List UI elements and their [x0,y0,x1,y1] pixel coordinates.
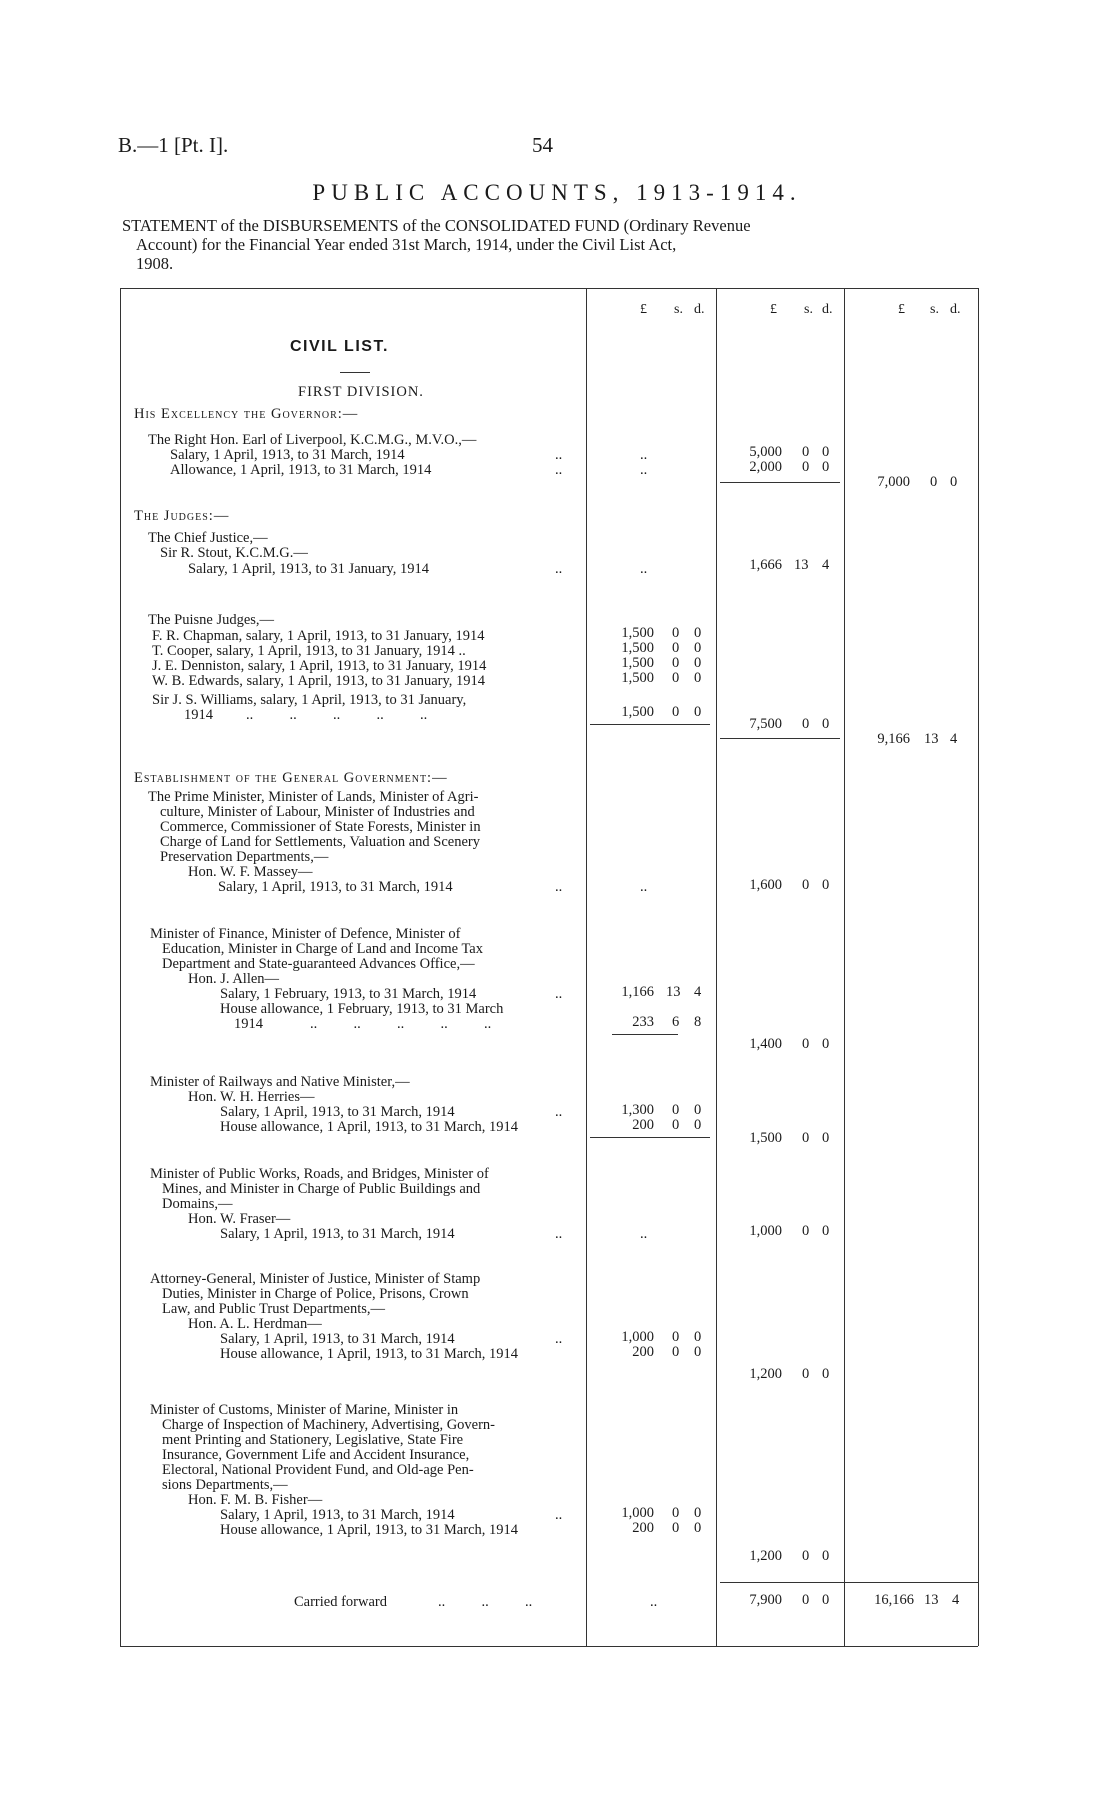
railways-total-pence: 0 [822,1130,830,1146]
governor-allowance-pence: 0 [822,459,830,475]
leader-dots: .. [640,1226,648,1242]
puisne-judge-pounds: 1,500 [621,625,654,641]
finance-salary-pence: 4 [694,984,702,1000]
governor-salary-pence: 0 [822,444,830,460]
pm-name: Hon. W. F. Massey— [188,864,313,880]
chief-justice-name: Sir R. Stout, K.C.M.G.— [160,545,308,561]
public-works-salary-line: Salary, 1 April, 1913, to 31 March, 1914 [220,1226,455,1242]
customs-salary-pence: 0 [694,1505,702,1521]
judges-total-pence: 4 [950,731,958,747]
finance-total-pounds: 1,400 [749,1036,782,1052]
railways-house-line: House allowance, 1 April, 1913, to 31 March, 1914 [220,1119,519,1135]
attorney-general-total-shillings: 0 [802,1366,810,1382]
leader-dots: .. [555,1507,563,1523]
puisne-total-shillings: 0 [802,716,810,732]
attorney-general-line-3: Law, and Public Trust Departments,— [162,1301,385,1317]
establishment-heading: Establishment of the General Government:— [134,770,448,786]
puisne-total-pence: 0 [822,716,830,732]
railways-house-pounds: 200 [632,1117,654,1133]
attorney-general-total-pence: 0 [822,1366,830,1382]
railways-salary-line: Salary, 1 April, 1913, to 31 March, 1914 [220,1104,455,1120]
judges-heading: The Judges:— [134,508,230,524]
customs-house-pounds: 200 [632,1520,654,1536]
finance-total-pence: 0 [822,1036,830,1052]
finance-house-pence: 8 [694,1014,702,1030]
williams-pence: 0 [694,704,702,720]
finance-house-line-2: 1914 [234,1016,263,1032]
statement-line-3: 1908. [136,254,174,273]
column-rule-1 [586,288,587,1646]
governor-total-pounds: 7,000 [877,474,910,490]
puisne-judge-shillings: 0 [672,655,680,671]
pm-line-3: Commerce, Commissioner of State Forests, Minister in [160,819,481,835]
leader-dots: .. .. .. [438,1594,533,1610]
pm-line-2: culture, Minister of Labour, Minister of Industries and [160,804,475,820]
railways-total-pounds: 1,500 [749,1130,782,1146]
governor-name: The Right Hon. Earl of Liverpool, K.C.M.G., M.V.O.,— [148,432,477,448]
puisne-judge-shillings: 0 [672,640,680,656]
civil-list-heading: CIVIL LIST. [290,338,389,355]
governor-allowance-shillings: 0 [802,459,810,475]
leader-dots: .. .. .. .. .. [310,1016,492,1032]
railways-house-shillings: 0 [672,1117,680,1133]
governor-salary-shillings: 0 [802,444,810,460]
public-works-pence: 0 [822,1223,830,1239]
governor-allowance-line: Allowance, 1 April, 1913, to 31 March, 1914 [170,462,432,478]
carried-forward-label: Carried forward [294,1594,387,1610]
public-works-name: Hon. W. Fraser— [188,1211,291,1227]
puisne-judge-row: W. B. Edwards, salary, 1 April, 1913, to 31 January, 1914 [152,673,486,689]
railways-salary-shillings: 0 [672,1102,680,1118]
pm-line-1: The Prime Minister, Minister of Lands, Minister of Agri- [148,789,479,805]
chief-justice-shillings: 13 [794,557,809,573]
table-right-rule [978,288,979,1646]
customs-house-line: House allowance, 1 April, 1913, to 31 March, 1914 [220,1522,519,1538]
finance-name: Hon. J. Allen— [188,971,280,987]
railways-name: Hon. W. H. Herries— [188,1089,315,1105]
chief-justice-salary-line: Salary, 1 April, 1913, to 31 January, 1914 [188,561,429,577]
pm-pence: 0 [822,877,830,893]
puisne-judge-pence: 0 [694,655,702,671]
attorney-general-name: Hon. A. L. Herdman— [188,1316,322,1332]
finance-line-2: Education, Minister in Charge of Land and Income Tax [162,941,483,957]
puisne-judge-row: T. Cooper, salary, 1 April, 1913, to 31 January, 1914 .. [152,643,466,659]
customs-house-shillings: 0 [672,1520,680,1536]
pm-pounds: 1,600 [749,877,782,893]
judges-total-pounds: 9,166 [877,731,910,747]
col1-shillings-header: s. [674,302,683,317]
customs-line-6: sions Departments,— [162,1477,288,1493]
attorney-general-house-pounds: 200 [632,1344,654,1360]
attorney-general-salary-line: Salary, 1 April, 1913, to 31 March, 1914 [220,1331,455,1347]
leader-dots: .. [555,447,563,463]
col3-pence-header: d. [950,302,961,317]
statement-line-1: STATEMENT of the DISBURSEMENTS of the CONSOLIDATED FUND (Ordinary Revenue [122,216,751,235]
puisne-judge-pence: 0 [694,640,702,656]
chief-justice-label: The Chief Justice,— [148,530,268,546]
chief-justice-pence: 4 [822,557,830,573]
attorney-general-salary-shillings: 0 [672,1329,680,1345]
leader-dots: .. [650,1594,658,1610]
governor-total-shillings: 0 [930,474,938,490]
finance-line-3: Department and State-guaranteed Advances Office,— [162,956,475,972]
chief-justice-pounds: 1,666 [749,557,782,573]
attorney-general-line-2: Duties, Minister in Charge of Police, Prisons, Crown [162,1286,469,1302]
finance-total-shillings: 0 [802,1036,810,1052]
col2-pound-header: £ [770,302,777,317]
subtotal-rule [612,1034,678,1035]
pm-line-5: Preservation Departments,— [160,849,329,865]
carried-forward-col2-pounds: 7,900 [749,1592,782,1608]
puisne-judge-pence: 0 [694,670,702,686]
puisne-judge-pounds: 1,500 [621,655,654,671]
puisne-judge-pounds: 1,500 [621,640,654,656]
puisne-judges-label: The Puisne Judges,— [148,612,275,628]
puisne-judge-row: F. R. Chapman, salary, 1 April, 1913, to 31 January, 1914 [152,628,485,644]
col2-pence-header: d. [822,302,833,317]
governor-salary-line: Salary, 1 April, 1913, to 31 March, 1914 [170,447,405,463]
col3-shillings-header: s. [930,302,939,317]
carried-forward-col3-pounds: 16,166 [874,1592,914,1608]
customs-salary-line: Salary, 1 April, 1913, to 31 March, 1914 [220,1507,455,1523]
leader-dots: .. .. .. .. .. [246,707,428,723]
governor-allowance-pounds: 2,000 [749,459,782,475]
puisne-total-pounds: 7,500 [749,716,782,732]
col1-pound-header: £ [640,302,647,317]
finance-house-shillings: 6 [672,1014,680,1030]
attorney-general-house-line: House allowance, 1 April, 1913, to 31 March, 1914 [220,1346,519,1362]
carried-forward-col2-pence: 0 [822,1592,830,1608]
williams-pounds: 1,500 [621,704,654,720]
attorney-general-house-shillings: 0 [672,1344,680,1360]
public-works-line-1: Minister of Public Works, Roads, and Bridges, Minister of [150,1166,489,1182]
column-rule-2 [716,288,717,1646]
customs-house-pence: 0 [694,1520,702,1536]
subtotal-rule [590,724,710,725]
railways-total-shillings: 0 [802,1130,810,1146]
leader-dots: .. [640,447,648,463]
leader-dots: .. [555,561,563,577]
williams-line-1: Sir J. S. Williams, salary, 1 April, 1913, to 31 January, [152,692,467,708]
finance-salary-pounds: 1,166 [621,984,654,1000]
col2-shillings-header: s. [804,302,813,317]
railways-salary-pence: 0 [694,1102,702,1118]
puisne-judge-pounds: 1,500 [621,670,654,686]
heading-rule [340,372,370,373]
customs-line-4: Insurance, Government Life and Accident Insurance, [162,1447,470,1463]
customs-total-pence: 0 [822,1548,830,1564]
customs-line-2: Charge of Inspection of Machinery, Advertising, Govern- [162,1417,496,1433]
column-rule-3 [844,288,845,1646]
leader-dots: .. [555,1226,563,1242]
attorney-general-salary-pence: 0 [694,1329,702,1345]
leader-dots: .. [555,986,563,1002]
williams-shillings: 0 [672,704,680,720]
finance-house-pounds: 233 [632,1014,654,1030]
carried-forward-rule [720,1582,978,1583]
leader-dots: .. [640,879,648,895]
customs-line-5: Electoral, National Provident Fund, and Old-age Pen- [162,1462,474,1478]
customs-line-1: Minister of Customs, Minister of Marine, Minister in [150,1402,459,1418]
first-division-heading: FIRST DIVISION. [298,384,424,400]
leader-dots: .. [555,1331,563,1347]
attorney-general-total-pounds: 1,200 [749,1366,782,1382]
leader-dots: .. [555,462,563,478]
attorney-general-salary-pounds: 1,000 [621,1329,654,1345]
table-left-rule [120,288,121,1646]
table-top-rule [120,288,978,289]
document-reference: B.—1 [Pt. I]. [118,133,229,157]
col3-pound-header: £ [898,302,905,317]
williams-line-2: 1914 [184,707,213,723]
finance-salary-shillings: 13 [666,984,681,1000]
puisne-judge-row: J. E. Denniston, salary, 1 April, 1913, to 31 January, 1914 [152,658,487,674]
pm-salary-line: Salary, 1 April, 1913, to 31 March, 1914 [218,879,453,895]
subtotal-rule [720,738,840,739]
governor-salary-pounds: 5,000 [749,444,782,460]
customs-total-pounds: 1,200 [749,1548,782,1564]
judges-total-shillings: 13 [924,731,939,747]
governor-total-pence: 0 [950,474,958,490]
leader-dots: .. [640,462,648,478]
finance-house-line-1: House allowance, 1 February, 1913, to 31 March [220,1001,504,1017]
leader-dots: .. [555,879,563,895]
table-bottom-rule [120,1646,978,1647]
railways-house-pence: 0 [694,1117,702,1133]
attorney-general-line-1: Attorney-General, Minister of Justice, Minister of Stamp [150,1271,481,1287]
attorney-general-house-pence: 0 [694,1344,702,1360]
public-works-line-2: Mines, and Minister in Charge of Public Buildings and [162,1181,481,1197]
railways-line-1: Minister of Railways and Native Minister,— [150,1074,410,1090]
carried-forward-col3-shillings: 13 [924,1592,939,1608]
statement-line-2: Account) for the Financial Year ended 31st March, 1914, under the Civil List Act, [136,235,677,254]
statement-heading [122,216,982,273]
subtotal-rule [720,482,840,483]
page-title: PUBLIC ACCOUNTS, 1913-1914. [312,180,802,205]
public-works-line-3: Domains,— [162,1196,233,1212]
carried-forward-col2-shillings: 0 [802,1592,810,1608]
leader-dots: .. [640,561,648,577]
customs-salary-shillings: 0 [672,1505,680,1521]
public-works-shillings: 0 [802,1223,810,1239]
puisne-judge-shillings: 0 [672,670,680,686]
leader-dots: .. [555,1104,563,1120]
page-number: 54 [532,133,553,157]
customs-salary-pounds: 1,000 [621,1505,654,1521]
pm-shillings: 0 [802,877,810,893]
puisne-judge-shillings: 0 [672,625,680,641]
col1-pence-header: d. [694,302,705,317]
customs-line-3: ment Printing and Stationery, Legislative, State Fire [162,1432,464,1448]
governor-heading: His Excellency the Governor:— [134,406,359,422]
carried-forward-col3-pence: 4 [952,1592,960,1608]
customs-total-shillings: 0 [802,1548,810,1564]
subtotal-rule [590,1137,710,1138]
public-works-pounds: 1,000 [749,1223,782,1239]
finance-salary-line: Salary, 1 February, 1913, to 31 March, 1914 [220,986,477,1002]
customs-name: Hon. F. M. B. Fisher— [188,1492,323,1508]
finance-line-1: Minister of Finance, Minister of Defence, Minister of [150,926,461,942]
pm-line-4: Charge of Land for Settlements, Valuation and Scenery [160,834,480,850]
railways-salary-pounds: 1,300 [621,1102,654,1118]
puisne-judge-pence: 0 [694,625,702,641]
